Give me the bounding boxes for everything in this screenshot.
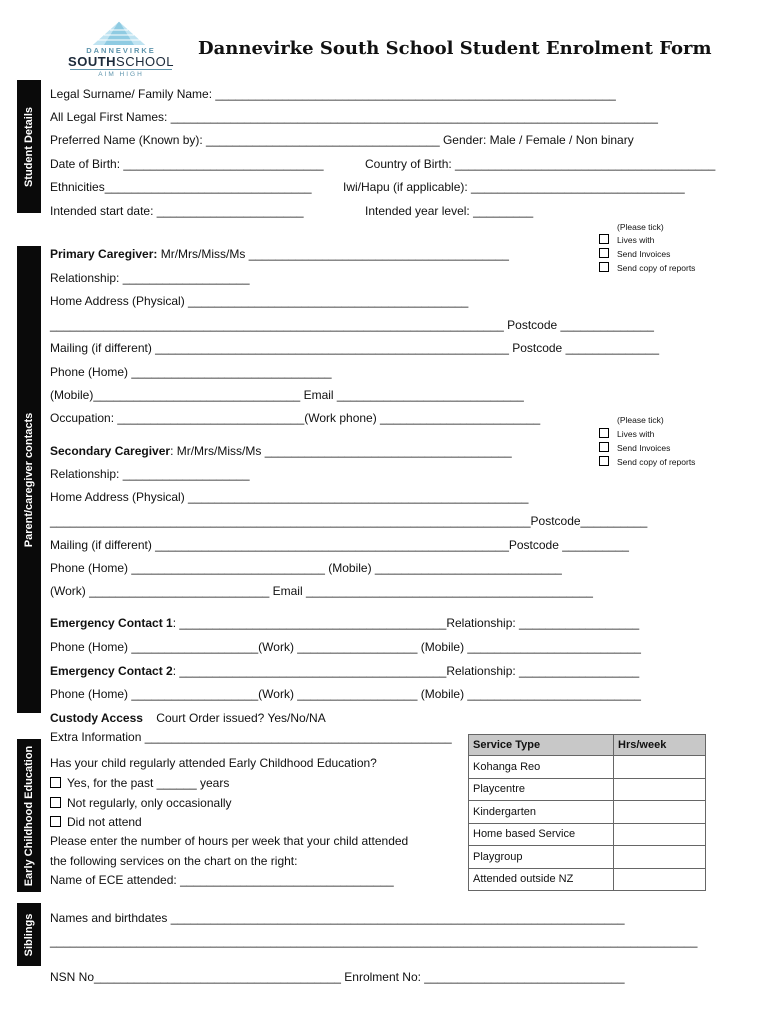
secondary-relationship-field[interactable]: Relationship: ___________________: [50, 467, 250, 481]
primary-phone-home-field[interactable]: Phone (Home) ______________________________: [50, 365, 332, 379]
ece-instruction-2: the following services on the chart on the right:: [50, 854, 298, 868]
logo-line2: [68, 54, 174, 69]
lives-with-label: Lives with: [617, 235, 655, 245]
hours-cell[interactable]: [614, 801, 706, 824]
hours-cell[interactable]: [614, 846, 706, 869]
hours-cell[interactable]: [614, 756, 706, 779]
logo-line1: DANNEVIRKE: [86, 46, 156, 55]
please-tick-label-2: (Please tick): [617, 415, 664, 425]
ece-none-label: Did not attend: [67, 815, 142, 829]
custody-access-field[interactable]: [50, 711, 326, 725]
ece-occasional-label: Not regularly, only occasionally: [67, 796, 232, 810]
primary-caregiver-field[interactable]: [50, 247, 509, 261]
logo-south: SOUTH: [68, 54, 117, 69]
ece-yes-checkbox[interactable]: [50, 777, 61, 788]
send-reports-label-2: Send copy of reports: [617, 457, 696, 467]
nsn-enrolment-field[interactable]: NSN No_____________________________________ Enrolment No: ______________________________: [50, 970, 625, 984]
ece-option-none[interactable]: [50, 815, 142, 829]
secondary-mailing-field[interactable]: Mailing (if different) _____________________________________________________Postcode __________: [50, 538, 629, 552]
service-name: Kindergarten: [469, 801, 614, 824]
hours-cell[interactable]: [614, 778, 706, 801]
tab-parent-contacts: [17, 246, 41, 713]
send-reports-checkbox-2[interactable]: [599, 456, 609, 466]
country-of-birth-field[interactable]: Country of Birth: _______________________________________: [365, 157, 716, 171]
table-row: [469, 823, 706, 846]
table-row: [469, 846, 706, 869]
service-name: Home based Service: [469, 823, 614, 846]
siblings-second-line[interactable]: _________________________________________________________________________________________________: [50, 934, 698, 948]
send-invoices-checkbox-2[interactable]: [599, 442, 609, 452]
secondary-home-address-field[interactable]: Home Address (Physical) ___________________________________________________: [50, 490, 529, 504]
service-name: Playgroup: [469, 846, 614, 869]
secondary-address-postcode-field[interactable]: ________________________________________________________________________Postcode__________: [50, 514, 648, 528]
tab-label: Early Childhood Education: [23, 745, 35, 886]
secondary-work-email-field[interactable]: (Work) ___________________________ Email ___________________________________________: [50, 584, 593, 598]
emergency-contact-1-rest: : ________________________________________Relationship: __________________: [172, 616, 640, 630]
surname-field[interactable]: Legal Surname/ Family Name: ____________________________________________________________: [50, 87, 616, 101]
hours-cell[interactable]: [614, 823, 706, 846]
table-row: [469, 778, 706, 801]
ece-instruction-1: Please enter the number of hours per week that your child attended: [50, 834, 409, 848]
ethnicities-field[interactable]: Ethnicities_______________________________: [50, 180, 312, 194]
lives-with-checkbox[interactable]: [599, 234, 609, 244]
service-type-header: Service Type: [469, 735, 614, 756]
tab-siblings: [17, 903, 41, 966]
emergency-contact-2-field[interactable]: [50, 664, 639, 678]
ece-option-occasional[interactable]: [50, 796, 232, 810]
table-row: [469, 801, 706, 824]
table-row: [469, 868, 706, 891]
primary-relationship-field[interactable]: Relationship: ___________________: [50, 271, 250, 285]
extra-information-field[interactable]: Extra Information ______________________________________________: [50, 730, 452, 744]
primary-caregiver-label: Primary Caregiver:: [50, 247, 158, 261]
school-logo: [68, 20, 174, 78]
preferred-name-gender-field[interactable]: Preferred Name (Known by): ___________________________________ Gender: Male / Female / Non binary: [50, 133, 634, 147]
ece-name-field[interactable]: Name of ECE attended: ________________________________: [50, 873, 394, 887]
emergency-contact-1-field[interactable]: [50, 616, 639, 630]
dob-field[interactable]: Date of Birth: ______________________________: [50, 157, 324, 171]
send-invoices-checkbox[interactable]: [599, 248, 609, 258]
hours-cell[interactable]: [614, 868, 706, 891]
ece-question: Has your child regularly attended Early Childhood Education?: [50, 756, 377, 770]
iwi-field[interactable]: Iwi/Hapu (if applicable): ________________________________: [343, 180, 685, 194]
primary-caregiver-title: Mr/Mrs/Miss/Ms _______________________________________: [157, 247, 509, 261]
logo-tagline: AIM HIGH: [98, 71, 144, 78]
primary-occupation-field[interactable]: Occupation: ____________________________(Work phone) ________________________: [50, 411, 541, 425]
logo-divider: [70, 69, 172, 70]
custody-access-label: Custody Access: [50, 711, 143, 725]
page-title: Dannevirke South School Student Enrolment Form: [198, 38, 712, 59]
lives-with-checkbox-2[interactable]: [599, 428, 609, 438]
logo-school: SCHOOL: [116, 54, 174, 69]
secondary-phone-field[interactable]: Phone (Home) _____________________________ (Mobile) ____________________________: [50, 561, 562, 575]
lives-with-label-2: Lives with: [617, 429, 655, 439]
send-invoices-label-2: Send Invoices: [617, 443, 671, 453]
service-name: Attended outside NZ: [469, 868, 614, 891]
emergency-contact-1-label: Emergency Contact 1: [50, 616, 173, 630]
emergency-contact-2-label: Emergency Contact 2: [50, 664, 173, 678]
tab-early-childhood: [17, 739, 41, 892]
ece-option-yes[interactable]: [50, 776, 229, 790]
custody-court-order: Court Order issued? Yes/No/NA: [142, 711, 326, 725]
secondary-caregiver-title: : Mr/Mrs/Miss/Ms _____________________________________: [170, 444, 512, 458]
ece-occasional-checkbox[interactable]: [50, 797, 61, 808]
emergency-contact-2-rest: : ________________________________________Relationship: __________________: [172, 664, 640, 678]
tab-label: Student Details: [23, 106, 35, 187]
emergency-contact-1-phones[interactable]: Phone (Home) ___________________(Work) __________________ (Mobile) __________________________: [50, 640, 641, 654]
year-level-field[interactable]: Intended year level: _________: [365, 204, 534, 218]
emergency-contact-2-phones[interactable]: Phone (Home) ___________________(Work) __________________ (Mobile) __________________________: [50, 687, 641, 701]
hrs-week-header: Hrs/week: [614, 735, 706, 756]
service-table: [468, 734, 706, 891]
primary-home-address-field[interactable]: Home Address (Physical) __________________________________________: [50, 294, 469, 308]
tab-student-details: [17, 80, 41, 213]
logo-mountain-icon: [88, 20, 150, 46]
send-invoices-label: Send Invoices: [617, 249, 671, 259]
primary-mobile-email-field[interactable]: (Mobile)_______________________________ Email ____________________________: [50, 388, 524, 402]
service-name: Kohanga Reo: [469, 756, 614, 779]
please-tick-label: (Please tick): [617, 222, 664, 232]
secondary-caregiver-label: Secondary Caregiver: [50, 444, 171, 458]
secondary-caregiver-field[interactable]: [50, 444, 512, 458]
service-name: Playcentre: [469, 778, 614, 801]
table-row: [469, 756, 706, 779]
table-header-row: [469, 735, 706, 756]
send-reports-checkbox[interactable]: [599, 262, 609, 272]
send-reports-label: Send copy of reports: [617, 263, 696, 273]
primary-mailing-field[interactable]: Mailing (if different) _____________________________________________________ Postcode ______________: [50, 341, 659, 355]
siblings-names-field[interactable]: Names and birthdates ____________________________________________________________________: [50, 911, 625, 925]
tab-label: Parent/caregiver contacts: [23, 412, 35, 547]
start-date-field[interactable]: Intended start date: ______________________: [50, 204, 304, 218]
first-names-field[interactable]: All Legal First Names: _________________________________________________________________________: [50, 110, 658, 124]
ece-none-checkbox[interactable]: [50, 816, 61, 827]
ece-yes-label: Yes, for the past ______ years: [67, 776, 230, 790]
primary-address-postcode-field[interactable]: ____________________________________________________________________ Postcode ______________: [50, 318, 654, 332]
tab-label: Siblings: [23, 913, 35, 956]
